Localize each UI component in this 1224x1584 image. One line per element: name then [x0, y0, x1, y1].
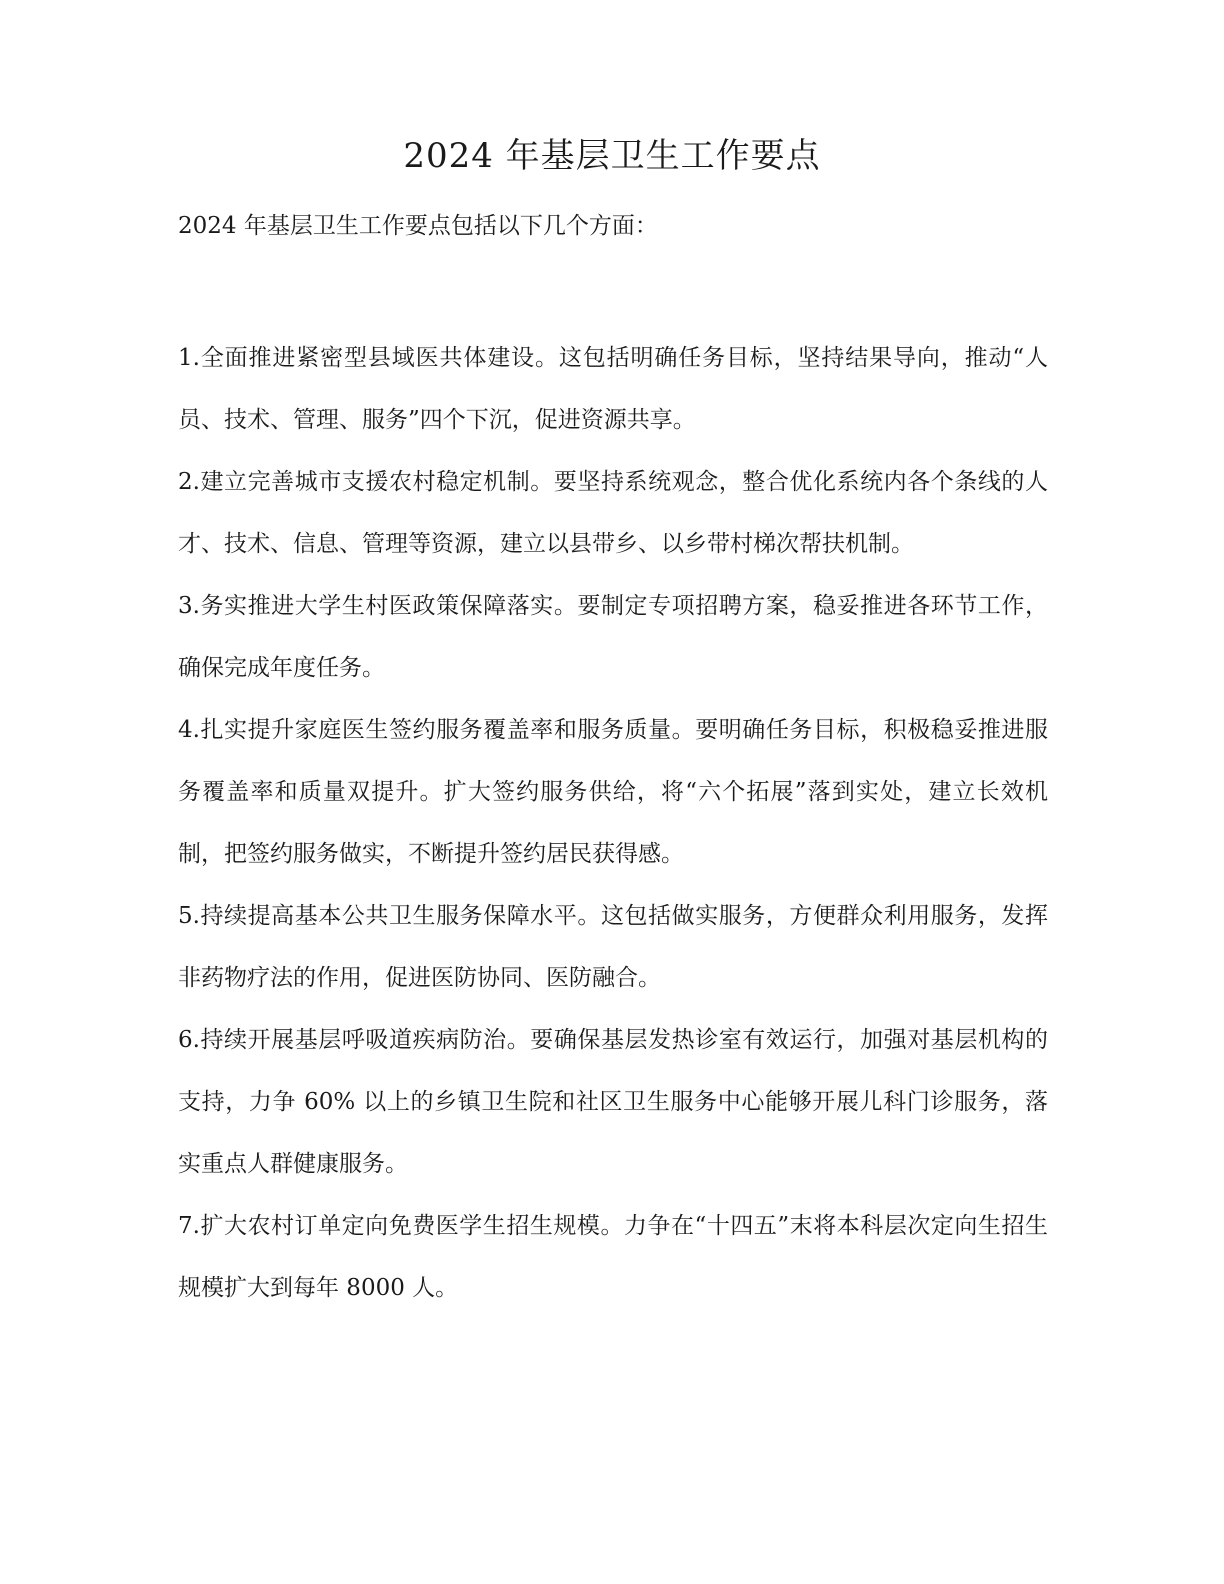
- item-list: [178, 327, 1048, 1319]
- document-title: 2024 年基层卫生工作要点: [403, 136, 821, 176]
- list-item: 7.扩大农村订单定向免费医学生招生规模。力争在“十四五”末将本科层次定向生招生规模扩大到每年 8000 人。: [178, 1213, 1048, 1301]
- list-item: 5.持续提高基本公共卫生服务保障水平。这包括做实服务，方便群众利用服务，发挥非药物疗法的作用，促进医防协同、医防融合。: [178, 903, 1048, 991]
- list-item: 3.务实推进大学生村医政策保障落实。要制定专项招聘方案，稳妥推进各环节工作，确保完成年度任务。: [178, 593, 1048, 681]
- list-item: 6.持续开展基层呼吸道疾病防治。要确保基层发热诊室有效运行，加强对基层机构的支持，力争 60% 以上的乡镇卫生院和社区卫生服务中心能够开展儿科门诊服务，落实重点人群健康服务。: [178, 1027, 1048, 1177]
- intro-paragraph: 2024 年基层卫生工作要点包括以下几个方面：: [178, 213, 658, 239]
- list-item: 2.建立完善城市支援农村稳定机制。要坚持系统观念，整合优化系统内各个条线的人才、技术、信息、管理等资源，建立以县带乡、以乡带村梯次帮扶机制。: [178, 469, 1048, 557]
- list-item: 1.全面推进紧密型县域医共体建设。这包括明确任务目标，坚持结果导向，推动“人员、技术、管理、服务”四个下沉，促进资源共享。: [178, 345, 1048, 433]
- list-item: 4.扎实提升家庭医生签约服务覆盖率和服务质量。要明确任务目标，积极稳妥推进服务覆盖率和质量双提升。扩大签约服务供给，将“六个拓展”落到实处，建立长效机制，把签约服务做实，不断提升签约居民获得感。: [178, 717, 1048, 867]
